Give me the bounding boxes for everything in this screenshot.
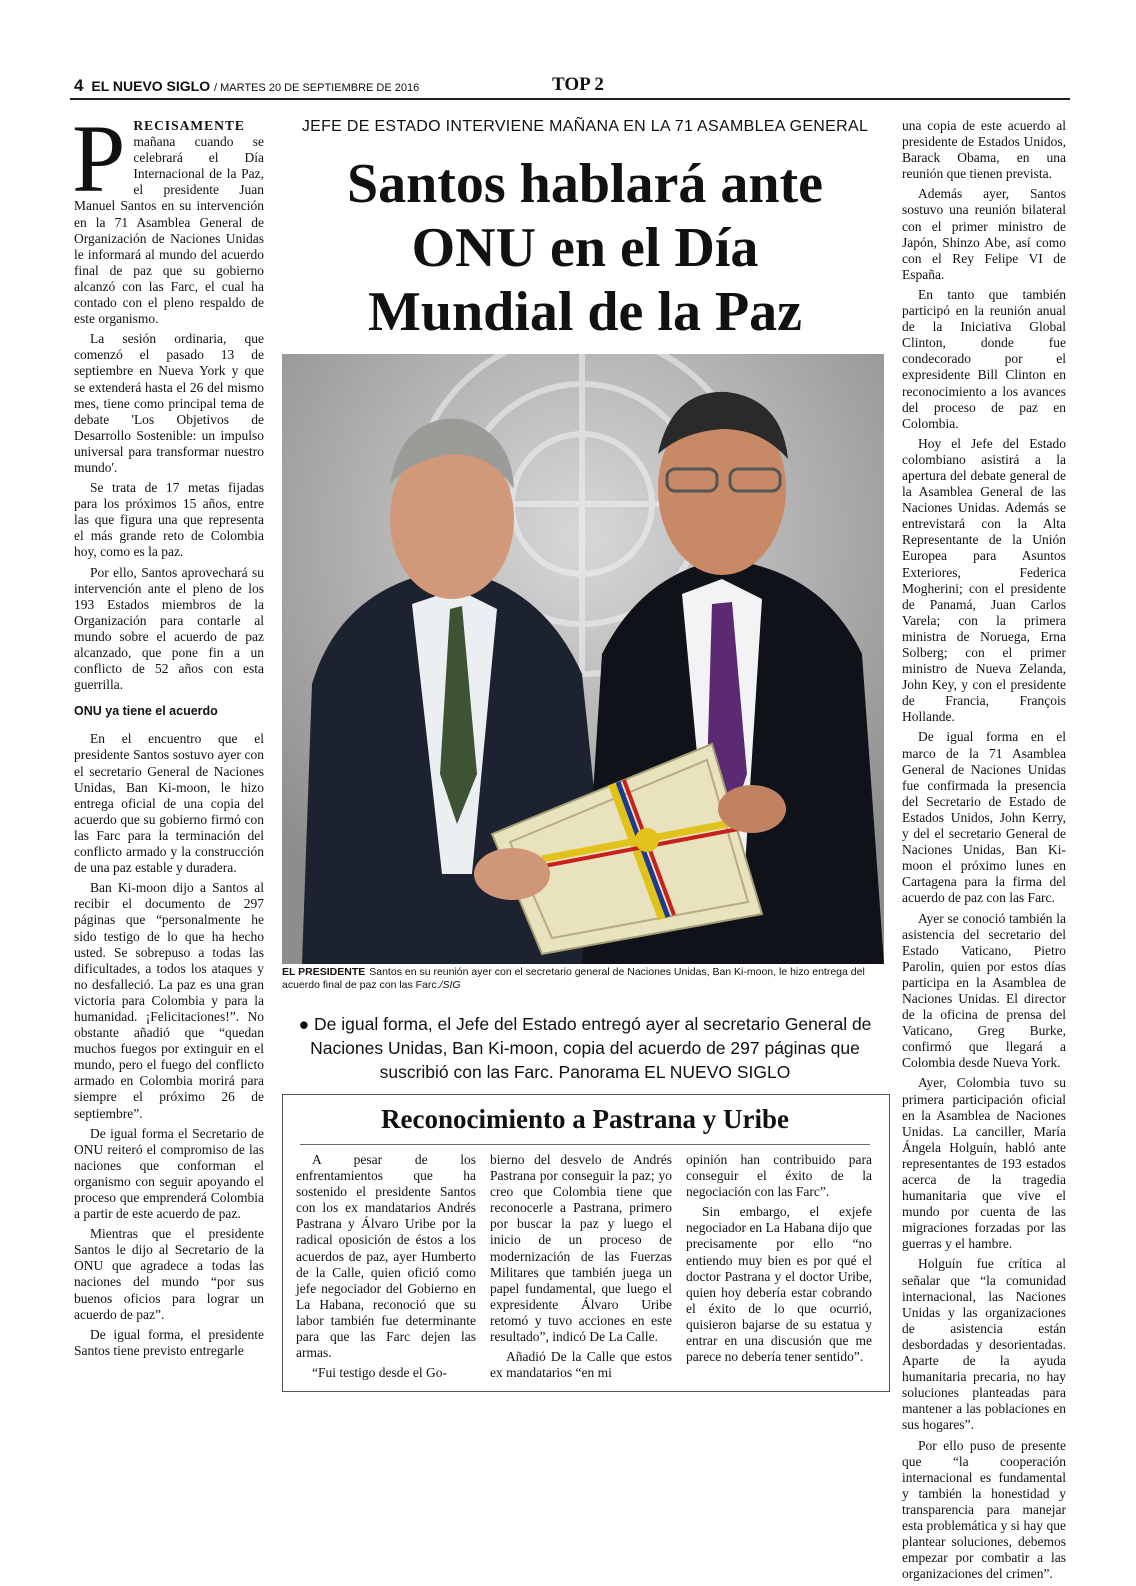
photo-illustration <box>282 354 884 964</box>
lead-paragraph <box>72 105 264 327</box>
hand-right <box>718 785 786 833</box>
paragraph: Hoy el Jefe del Estado colombiano asistirá a la apertura del debate general de la Asamblea General de las Naciones Unidas. Además se entrevistará con la Alta Representante de la Unión Europea para Asuntos Exteriores, Federica Mogherini; con el presidente de Panamá, Juan Carlos Varela; con la primera ministra de Noruega, Erna Solberg; con el primer ministro de Nueva Zelanda, John Key, y con el presidente de Francia, François Hollande. <box>902 435 1066 725</box>
paragraph: Se trata de 17 metas fijadas para los próximos 15 años, entre las que figura una que representa el más grande reto de Colombia hoy, como es la paz. <box>74 480 264 560</box>
photo-credit: /SIG <box>439 979 461 991</box>
paragraph: De igual forma en el marco de la 71 Asamblea General de Naciones Unidas fue confirmada la presencia del Secretario de Estado de Estados Unidos, John Kerry, y del el secretario General de Naciones Unidas, Ban Ki-moon el próximo lunes en Cartagena para la firma del acuerdo de paz con las Farc. <box>902 729 1066 906</box>
caption-text: Santos en su reunión ayer con el secretario general de Naciones Unidas, Ban Ki-moon, le hizo entrega del acuerdo final de paz con las Farc. <box>282 966 865 991</box>
left-column <box>72 105 264 1363</box>
paragraph: La sesión ordinaria, que comenzó el pasado 13 de septiembre en Nueva York y que se extenderá hasta el 26 del mismo mes, tiene como principal tema de debate 'Los Objetivos de Desarrollo Sostenible: un impulso universal para transformar nuestro mundo'. <box>74 331 264 475</box>
photo-caption <box>282 966 884 992</box>
headline-line: Mundial de la Paz <box>367 281 803 343</box>
newspaper-name: EL NUEVO SIGLO <box>91 78 211 94</box>
subhead: ONU ya tiene el acuerdo <box>74 704 218 719</box>
caption-lead: EL PRESIDENTE <box>282 966 366 978</box>
paragraph: A pesar de los enfrentamientos que ha sostenido el presidente Santos con los ex mandatarios Andrés Pastrana y Álvaro Uribe por la radical oposición de éstos a los acuerdos de paz, ayer Humberto de la Calle, quien ofició como jefe negociador del Gobierno en La Habana, reconoció que su labor también fue determinante para que las Farc dejen las armas. <box>296 1152 476 1361</box>
box-column-3 <box>686 1152 872 1369</box>
headline-line: Santos hablará ante <box>346 153 824 215</box>
paragraph: Además ayer, Santos sostuvo una reunión bilateral con el primer ministro de Japón, Shinzo Abe, así como con el Rey Felipe VI de España. <box>902 186 1066 282</box>
paragraph: Ban Ki-moon dijo a Santos al recibir el documento de 297 páginas que “personalmente he sido testigo de lo que ha hecho usted. Se sobrepuso a todas las dificultades, a todos los ataques y no desfalleció. La paz es una gran victoria para Colombia y para la humanidad. ¡Felicitaciones!”. No obstante añadió que “quedan muchos fuegos por extinguir en el mundo, pero el fuego del conflicto armado en Colombia morirá para siempre el próximo 26 de septiembre”. <box>74 880 264 1121</box>
paragraph: opinión han contribuido para conseguir el éxito de la negociación con las Farc”. <box>686 1152 872 1200</box>
paragraph: Sin embargo, el exjefe negociador en La Habana dijo que precisamente por ello “no entiendo muy bien es por qué el doctor Pastrana y el doctor Uribe, quien hoy debería estar cobrando el éxito de lo que ocurrió, quisieron bajarse de su estatua y entrar en una discusión que me parece no debería tener sentido”. <box>686 1204 872 1365</box>
paragraph: Por ello, Santos aprovechará su intervención ante el pleno de los 193 Estados miembros de la Organización para contarle al mundo sobre el acuerdo de paz alcanzado, que pone fin a un conflicto de 52 años con esta guerrilla. <box>74 564 264 693</box>
paragraph: “Fui testigo desde el Go- <box>312 1365 447 1381</box>
header-rule <box>70 98 1070 100</box>
paragraph: una copia de este acuerdo al presidente de Estados Unidos, Barack Obama, en una reunión que tienen prevista. <box>902 118 1066 182</box>
page-number: 4 <box>74 76 84 95</box>
paragraph: Ayer, Colombia tuvo su primera participación oficial en la Asamblea de Naciones Unidas. La canciller, María Ángela Holguín, habló ante representantes de 193 estados acerca de la tragedia humanitaria que vive el mundo por cuenta de las migraciones forzadas por las guerras y el hambre. <box>902 1075 1066 1252</box>
paragraph: Por ello puso de presente que “la cooperación internacional es fundamental y también la honestidad y transparencia para manejar esta problemática y si hay que plantear soluciones, debemos empezar por combatir a las organizaciones del crimen”. <box>902 1437 1066 1582</box>
lead-caps: RECISAMENTE <box>133 118 245 133</box>
paragraph: En el encuentro que el presidente Santos sostuvo ayer con el secretario General de Naciones Unidas, Ban Ki-moon, le hizo entrega oficial de una copia del acuerdo que su gobierno firmó con las Farc para la terminación del conflicto armado y la construcción de una paz estable y duradera. <box>74 731 264 876</box>
box-rule <box>300 1144 870 1145</box>
paragraph: Holguín fue crítica al señalar que “la comunidad internacional, las Naciones Unidas y las organizaciones de asistencia están desbordadas y desorientadas. Aparte de la ayuda humanitaria precaria, no hay soluciones planteadas para mantener a las poblaciones en sus hogares”. <box>902 1256 1066 1433</box>
paragraph: De igual forma, el presidente Santos tiene previsto entregarle <box>74 1326 264 1358</box>
headline <box>290 152 880 344</box>
paragraph: Añadió De la Calle que estos ex mandatarios “en mi <box>490 1349 672 1381</box>
paragraph: Mientras que el presidente Santos le dijo al Secretario de la ONU que agradece a todas las naciones del mundo “por sus buenos oficios para lograr un acuerdo de paz”. <box>74 1226 264 1322</box>
paragraph: En tanto que también participó en la reunión anual de la Iniciativa Global Clinton, donde fue condecorado por el expresidente Bill Clinton en reconocimiento a los avances del proceso de paz en Colombia. <box>902 286 1066 431</box>
pull-quote-text: De igual forma, el Jefe del Estado entregó ayer al secretario General de Naciones Unidas, Ban Ki-moon, copia del acuerdo de 297 páginas que suscribió con las Farc. Panorama EL NUEVO SIGLO <box>310 1014 872 1082</box>
box-title: Reconocimiento a Pastrana y Uribe <box>381 1104 789 1134</box>
paragraph: Ayer se conoció también la asistencia del secretario del Estado Vaticano, Pietro Parolin, quien por estos días participa en la Asamblea de Naciones Unidas. El director de la oficina de prensa del Vaticano, Greg Burke, confirmó que llegará a Colombia desde Nueva York. <box>902 910 1066 1071</box>
box-column-1 <box>296 1152 476 1385</box>
hand-left <box>474 848 550 900</box>
headline-line: ONU en el Día <box>411 217 759 279</box>
lead-text: mañana cuando se celebrará el Día Internacional de la Paz, el presidente Juan Manuel Santos en su intervención en la 71 Asamblea General de Organización de Naciones Unidas le informará al mundo del acuerdo final de paz que su gobierno alcanzó con las Farc, el cual ha contado con el pleno respaldo de este organismo. <box>74 134 264 327</box>
kicker: JEFE DE ESTADO INTERVIENE MAÑANA EN LA 71 ASAMBLEA GENERAL <box>301 118 869 135</box>
pull-quote <box>290 1012 880 1084</box>
issue-date: / MARTES 20 DE SEPTIEMBRE DE 2016 <box>214 82 420 94</box>
section-label: TOP 2 <box>552 74 604 95</box>
drop-cap: P <box>72 105 126 212</box>
page-folio <box>74 76 419 96</box>
paragraph: De igual forma el Secretario de ONU reiteró el compromiso de las naciones que conforman el organismo con seguir apoyando el proceso que emprenderá Colombia a partir de este acuerdo de paz. <box>74 1125 264 1222</box>
news-photo <box>282 354 884 964</box>
right-column <box>902 118 1066 1586</box>
paragraph: bierno del desvelo de Andrés Pastrana por conseguir la paz; yo creo que Colombia tiene que reconocerle a Pastrana, primero por buscar la paz y luego el inicio de un proceso de modernización de las Fuerzas Militares que también juega un papel fundamental, que luego el expresidente Álvaro Uribe retomó y tuvo acciones en este resultado”, indicó De La Calle. <box>490 1152 672 1345</box>
bullet-icon: ● <box>298 1014 310 1034</box>
box-column-2 <box>490 1152 672 1385</box>
